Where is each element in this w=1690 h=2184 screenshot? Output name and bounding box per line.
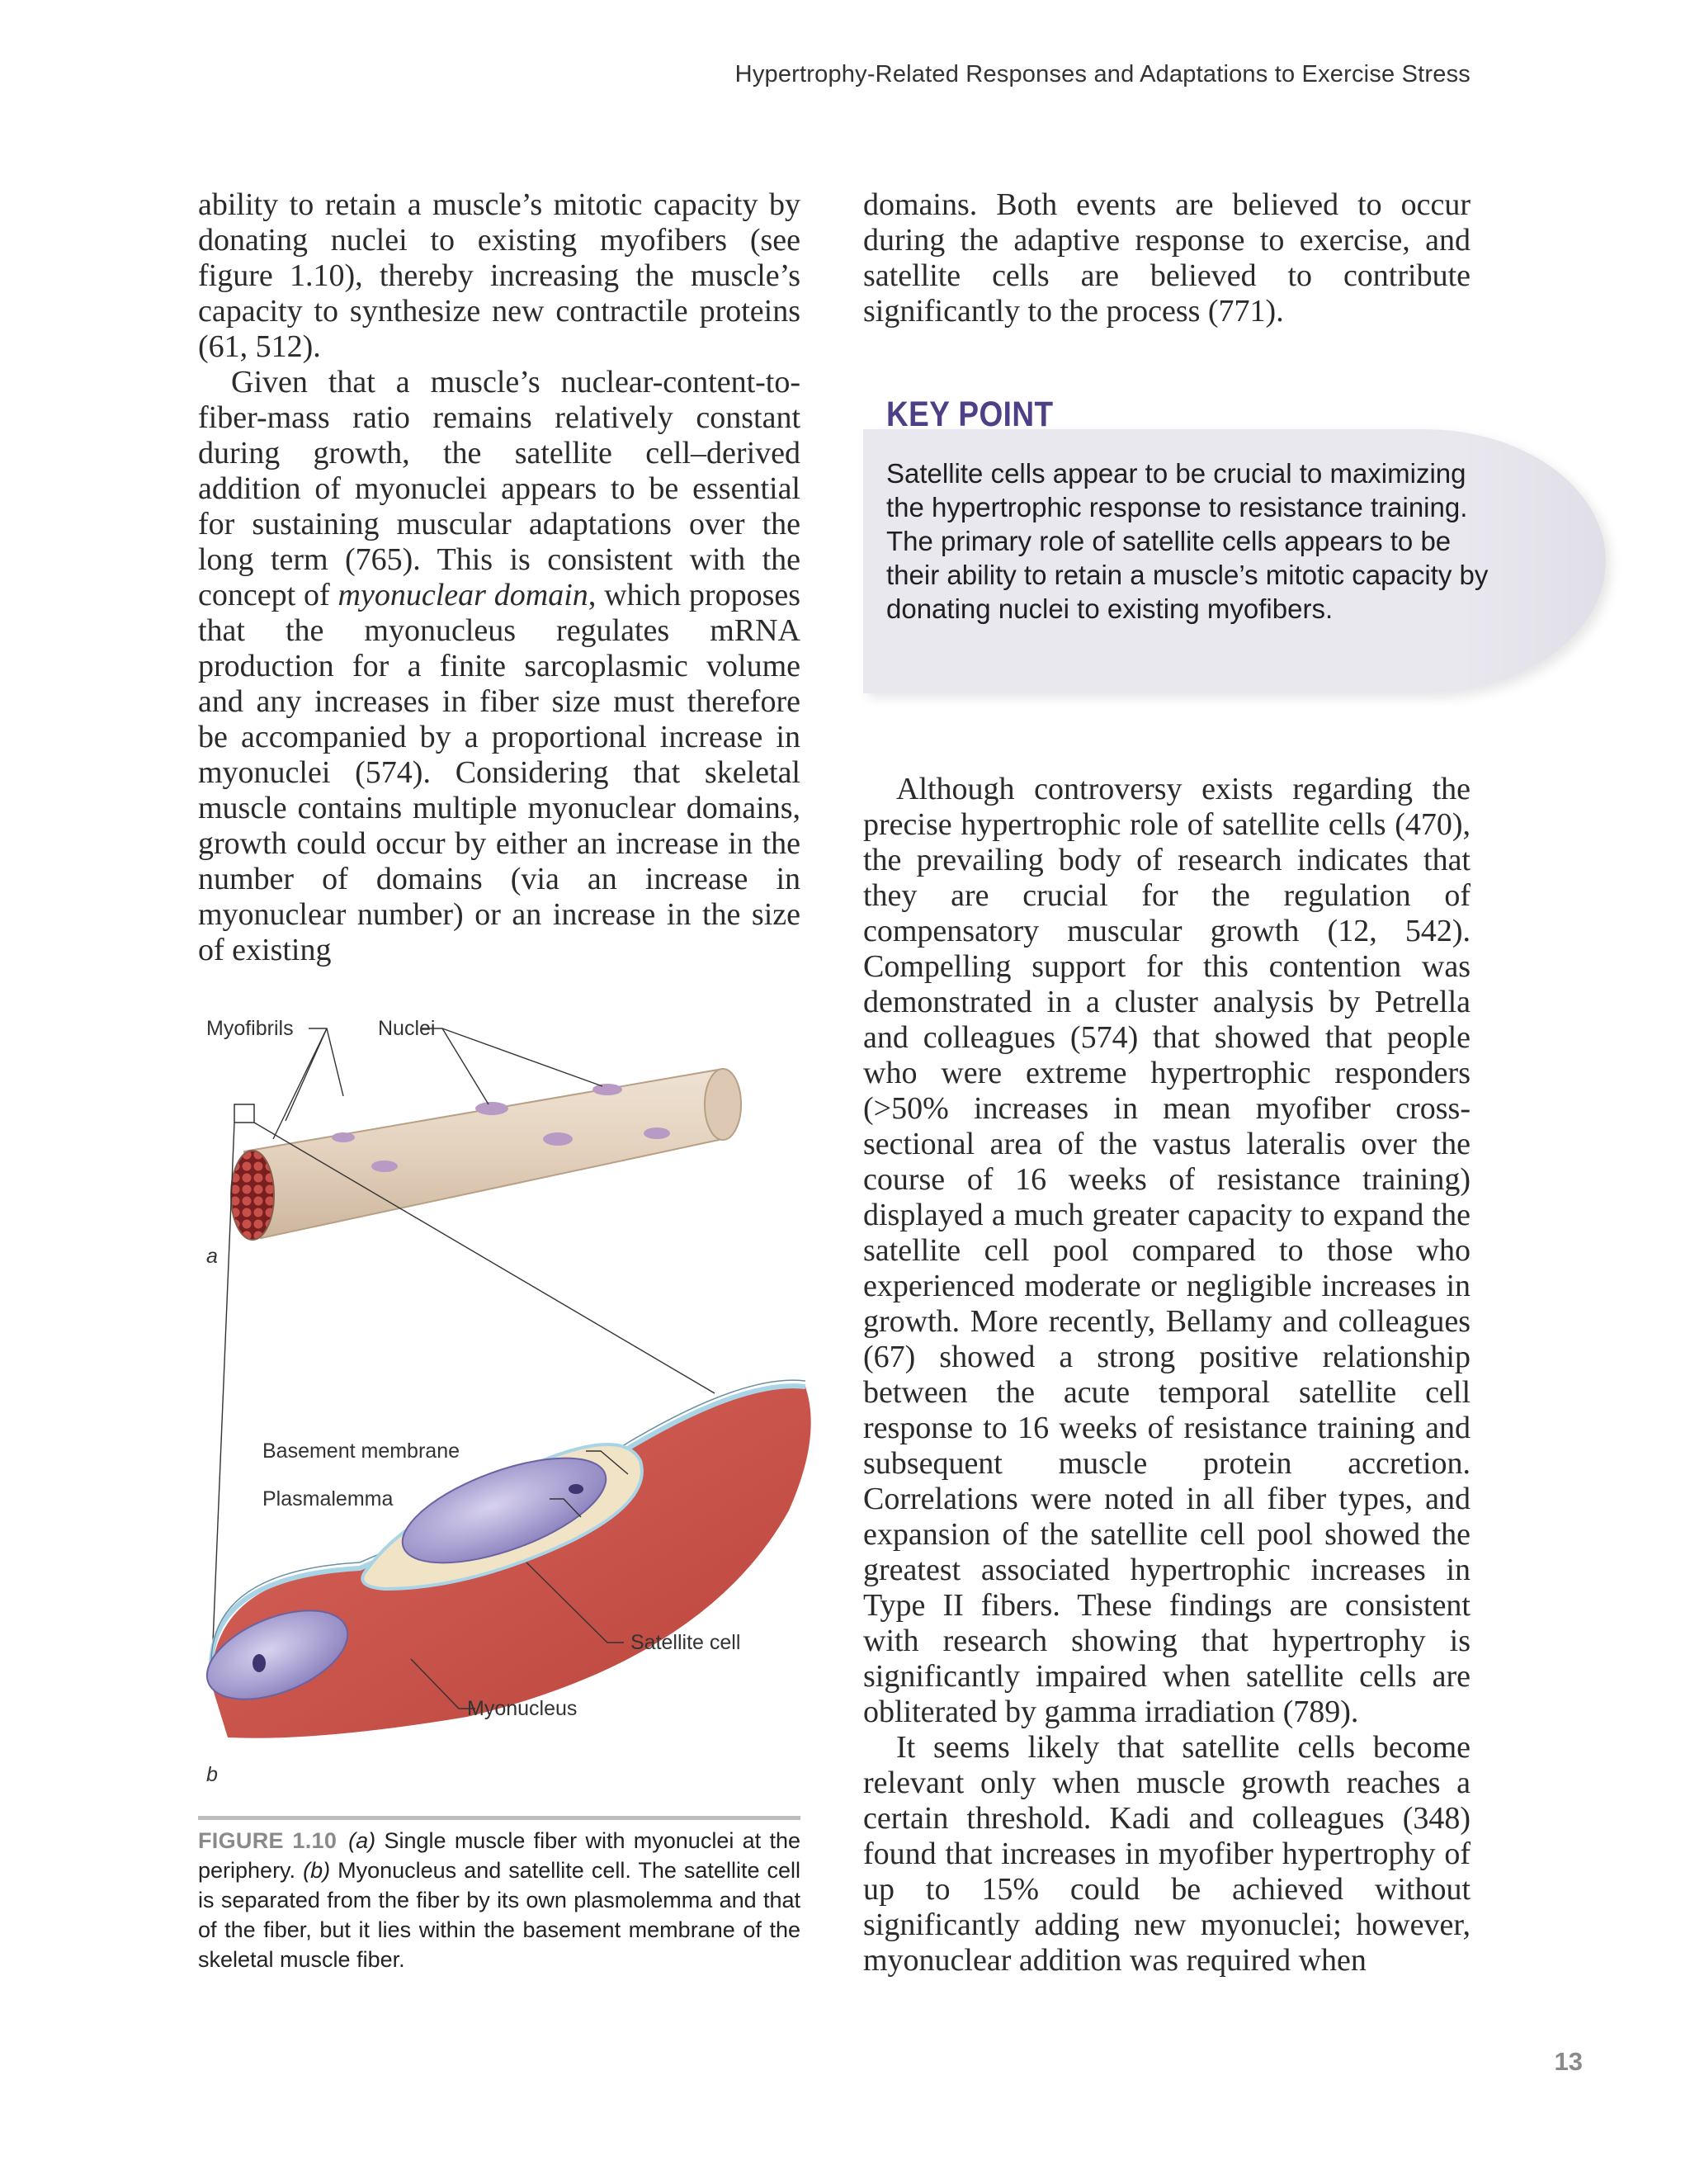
key-point-title: KEY POINT <box>886 395 1054 434</box>
enlarged-section <box>195 1380 811 1738</box>
label-panel-a: a <box>206 1245 218 1268</box>
fiber-nucleus <box>475 1102 508 1115</box>
key-point-text: Satellite cells appear to be crucial to maximizing the hypertrophic response to resistance training. The primary role of satellite cells appears to be their ability to retain a muscle’s mitotic capacity by donating nuclei to existing myofibers. <box>886 458 1489 624</box>
left-paragraph-2-a: Given that a muscle’s nuclear-content-to-fiber-mass ratio remains relatively constant during growth, the satellite cell–derived addition of myonuclei appears to be essential for sustaining muscular adaptations over the long term (765). This is consistent with the concept of <box>198 365 800 612</box>
left-column <box>198 187 800 968</box>
fiber-nucleus <box>592 1084 622 1095</box>
left-paragraph-1: ability to retain a muscle’s mitotic capacity by donating nuclei to existing myofibers (see figure 1.10), thereby increasing the muscle’s capacity to synthesize new contractile proteins (61, 512). <box>198 187 800 364</box>
label-myonucleus: Myonucleus <box>467 1697 578 1720</box>
caption-b-text: Myonucleus and satellite cell. The satellite cell is separated from the fiber by its own plasmolemma and that of the fiber, but it lies within the basement membrane of the skeletal muscle fiber. <box>198 1858 800 1972</box>
label-panel-b: b <box>206 1763 218 1786</box>
right-paragraph-1: domains. Both events are believed to occur during the adaptive response to exercise, and satellite cells are believed to contribute significantly to the process (771). <box>863 187 1470 329</box>
satellite-nucleolus <box>569 1484 583 1494</box>
label-plasmalemma: Plasmalemma <box>262 1487 394 1510</box>
label-basement-membrane: Basement membrane <box>262 1439 460 1463</box>
page-number: 13 <box>1554 2047 1583 2076</box>
left-paragraph-2 <box>198 365 800 968</box>
caption-b-marker: (b) <box>303 1858 331 1883</box>
right-paragraph-3: It seems likely that satellite cells become relevant only when muscle growth reaches a certain threshold. Kadi and colleagues (348) found that increases in myofiber hypertrophy of up to 15% could be achieved without significantly adding new myonuclei; however, myonuclear addition was required when <box>863 1730 1470 1978</box>
label-nuclei: Nuclei <box>378 1017 436 1040</box>
fiber-nucleus <box>332 1132 355 1142</box>
caption-a-text: Single muscle fiber with myonuclei at the periphery. <box>198 1828 800 1883</box>
label-myofibrils: Myofibrils <box>206 1017 294 1040</box>
figure-tag: FIGURE 1.10 <box>198 1828 338 1853</box>
fiber-nucleus <box>371 1161 398 1172</box>
caption-rule <box>198 1816 800 1820</box>
left-paragraph-2-b: , which proposes that the myonucleus regulates mRNA production for a finite sarcoplasmic volume and any increases in fiber size must therefore be accompanied by a proportional increase in myonuclei (574). Considering that skeletal muscle contains multiple myonuclear domains, growth could occur by either an increase in the number of domains (via an increase in myonuclear number) or an increase in the size of existing <box>198 578 801 967</box>
running-head: Hypertrophy-Related Responses and Adaptations to Exercise Stress <box>734 61 1470 87</box>
zoom-box <box>234 1104 254 1123</box>
fiber-nucleus <box>543 1132 573 1146</box>
fiber-nucleus <box>644 1127 670 1139</box>
right-column-bottom <box>863 772 1470 1978</box>
right-column-top <box>863 187 1470 329</box>
figure-1-10-illustration <box>195 999 814 1808</box>
myonucleus-nucleolus <box>253 1654 266 1672</box>
caption-a-marker: (a) <box>348 1828 376 1853</box>
figure-caption <box>198 1826 800 1974</box>
label-satellite-cell: Satellite cell <box>630 1631 741 1654</box>
term-myonuclear-domain: myonuclear domain <box>338 578 588 612</box>
right-paragraph-2: Although controversy exists regarding the precise hypertrophic role of satellite cells (470), the prevailing body of research indicates that they are crucial for the regulation of compensatory muscular growth (12, 542). Compelling support for this contention was demonstrated in a cluster analysis by Petrella and colleagues (574) that showed that people who were extreme hypertrophic responders (>50% increases in mean myofiber cross-sectional area of the vastus lateralis over the course of 16 weeks of resistance training) displayed a much greater capacity to expand the satellite cell pool compared to those who experienced moderate or negligible increases in growth. More recently, Bellamy and colleagues (67) showed a strong positive relationship between the acute temporal satellite cell response to 16 weeks of resistance training and subsequent muscle protein accretion. Correlations were noted in all fiber types, and expansion of the satellite cell pool showed the greatest associated hypertrophic increases in Type II fibers. These findings are consistent with research showing that hypertrophy is significantly impaired when satellite cells are obliterated by gamma irradiation (789). <box>863 772 1470 1729</box>
